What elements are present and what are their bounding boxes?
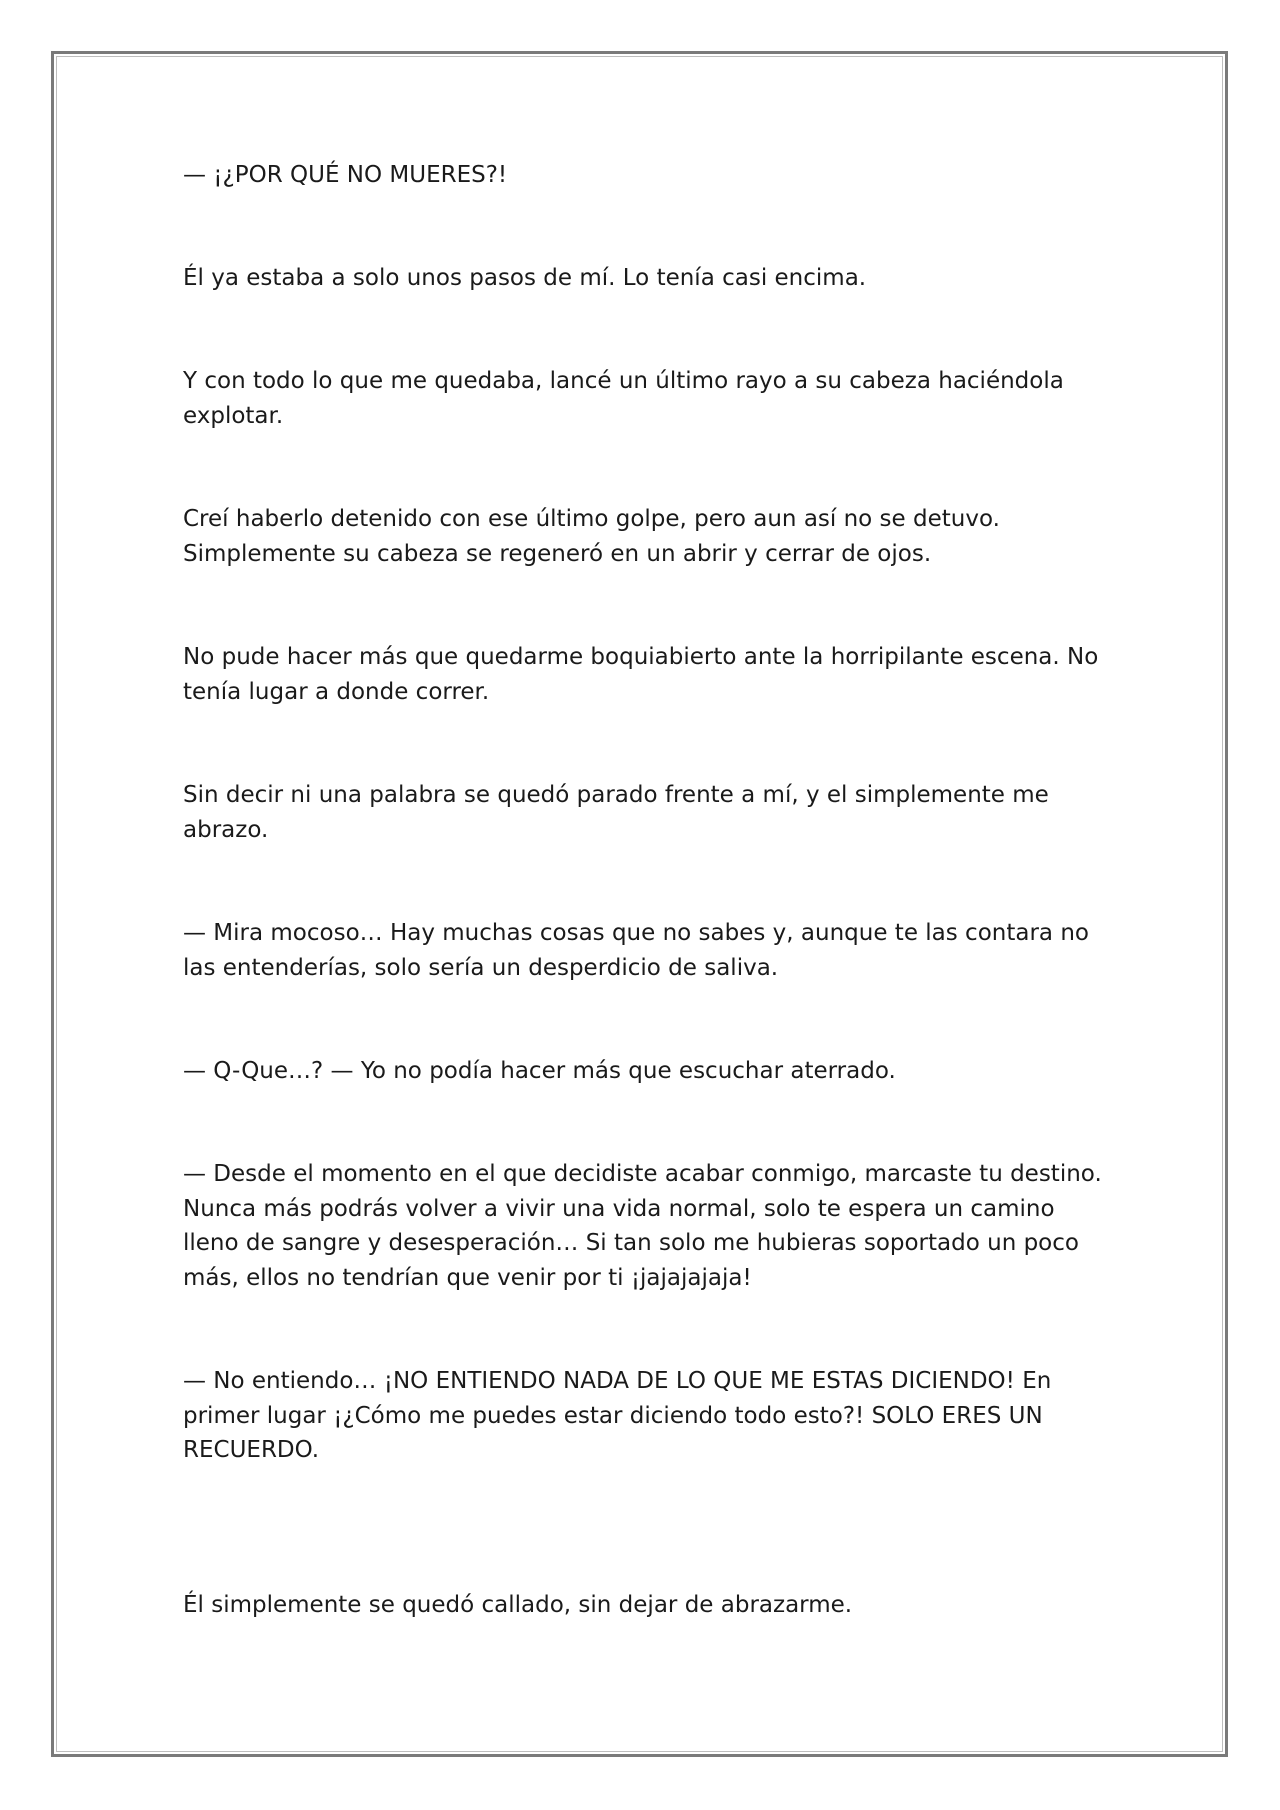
paragraph-8: — Q-Que…? — Yo no podía hacer más que escuchar aterrado.: [183, 1058, 896, 1084]
paragraph-6: Sin decir ni una palabra se quedó parado frente a mí, y el simplemente me abrazo.: [183, 782, 1049, 843]
page-border: [51, 51, 1228, 1757]
paragraph-11: Él simplemente se quedó callado, sin dejar de abrazarme.: [183, 1592, 853, 1618]
paragraph-1: — ¡¿POR QUÉ NO MUERES?!: [183, 162, 508, 188]
paragraph-7: — Mira mocoso… Hay muchas cosas que no sabes y, aunque te las contara no las entenderías, solo sería un desperdicio de saliva.: [183, 920, 1089, 981]
paragraph-5: No pude hacer más que quedarme boquiabierto ante la horripilante escena. No tenía lugar a donde correr.: [183, 644, 1099, 705]
paragraph-4: Creí haberlo detenido con ese último golpe, pero aun así no se detuvo. Simplemente su cabeza se regeneró en un abrir y cerrar de ojos.: [183, 506, 1000, 567]
paragraph-9: — Desde el momento en el que decidiste acabar conmigo, marcaste tu destino. Nunca más podrás volver a vivir una vida normal, solo te espera un camino lleno de sangre y desesperación… Si tan solo me hubieras soportado un poco más, ellos no tendrían que venir por ti ¡jajajajaja!: [183, 1161, 1102, 1291]
paragraph-10: — No entiendo… ¡NO ENTIENDO NADA DE LO QUE ME ESTAS DICIENDO! En primer lugar ¡¿Cómo me puedes estar diciendo todo esto?! SOLO ERES UN RECUERDO.: [183, 1368, 1052, 1463]
paragraph-3: Y con todo lo que me quedaba, lancé un último rayo a su cabeza haciéndola explotar.: [183, 368, 1064, 429]
paragraph-2: Él ya estaba a solo unos pasos de mí. Lo tenía casi encima.: [183, 265, 867, 291]
